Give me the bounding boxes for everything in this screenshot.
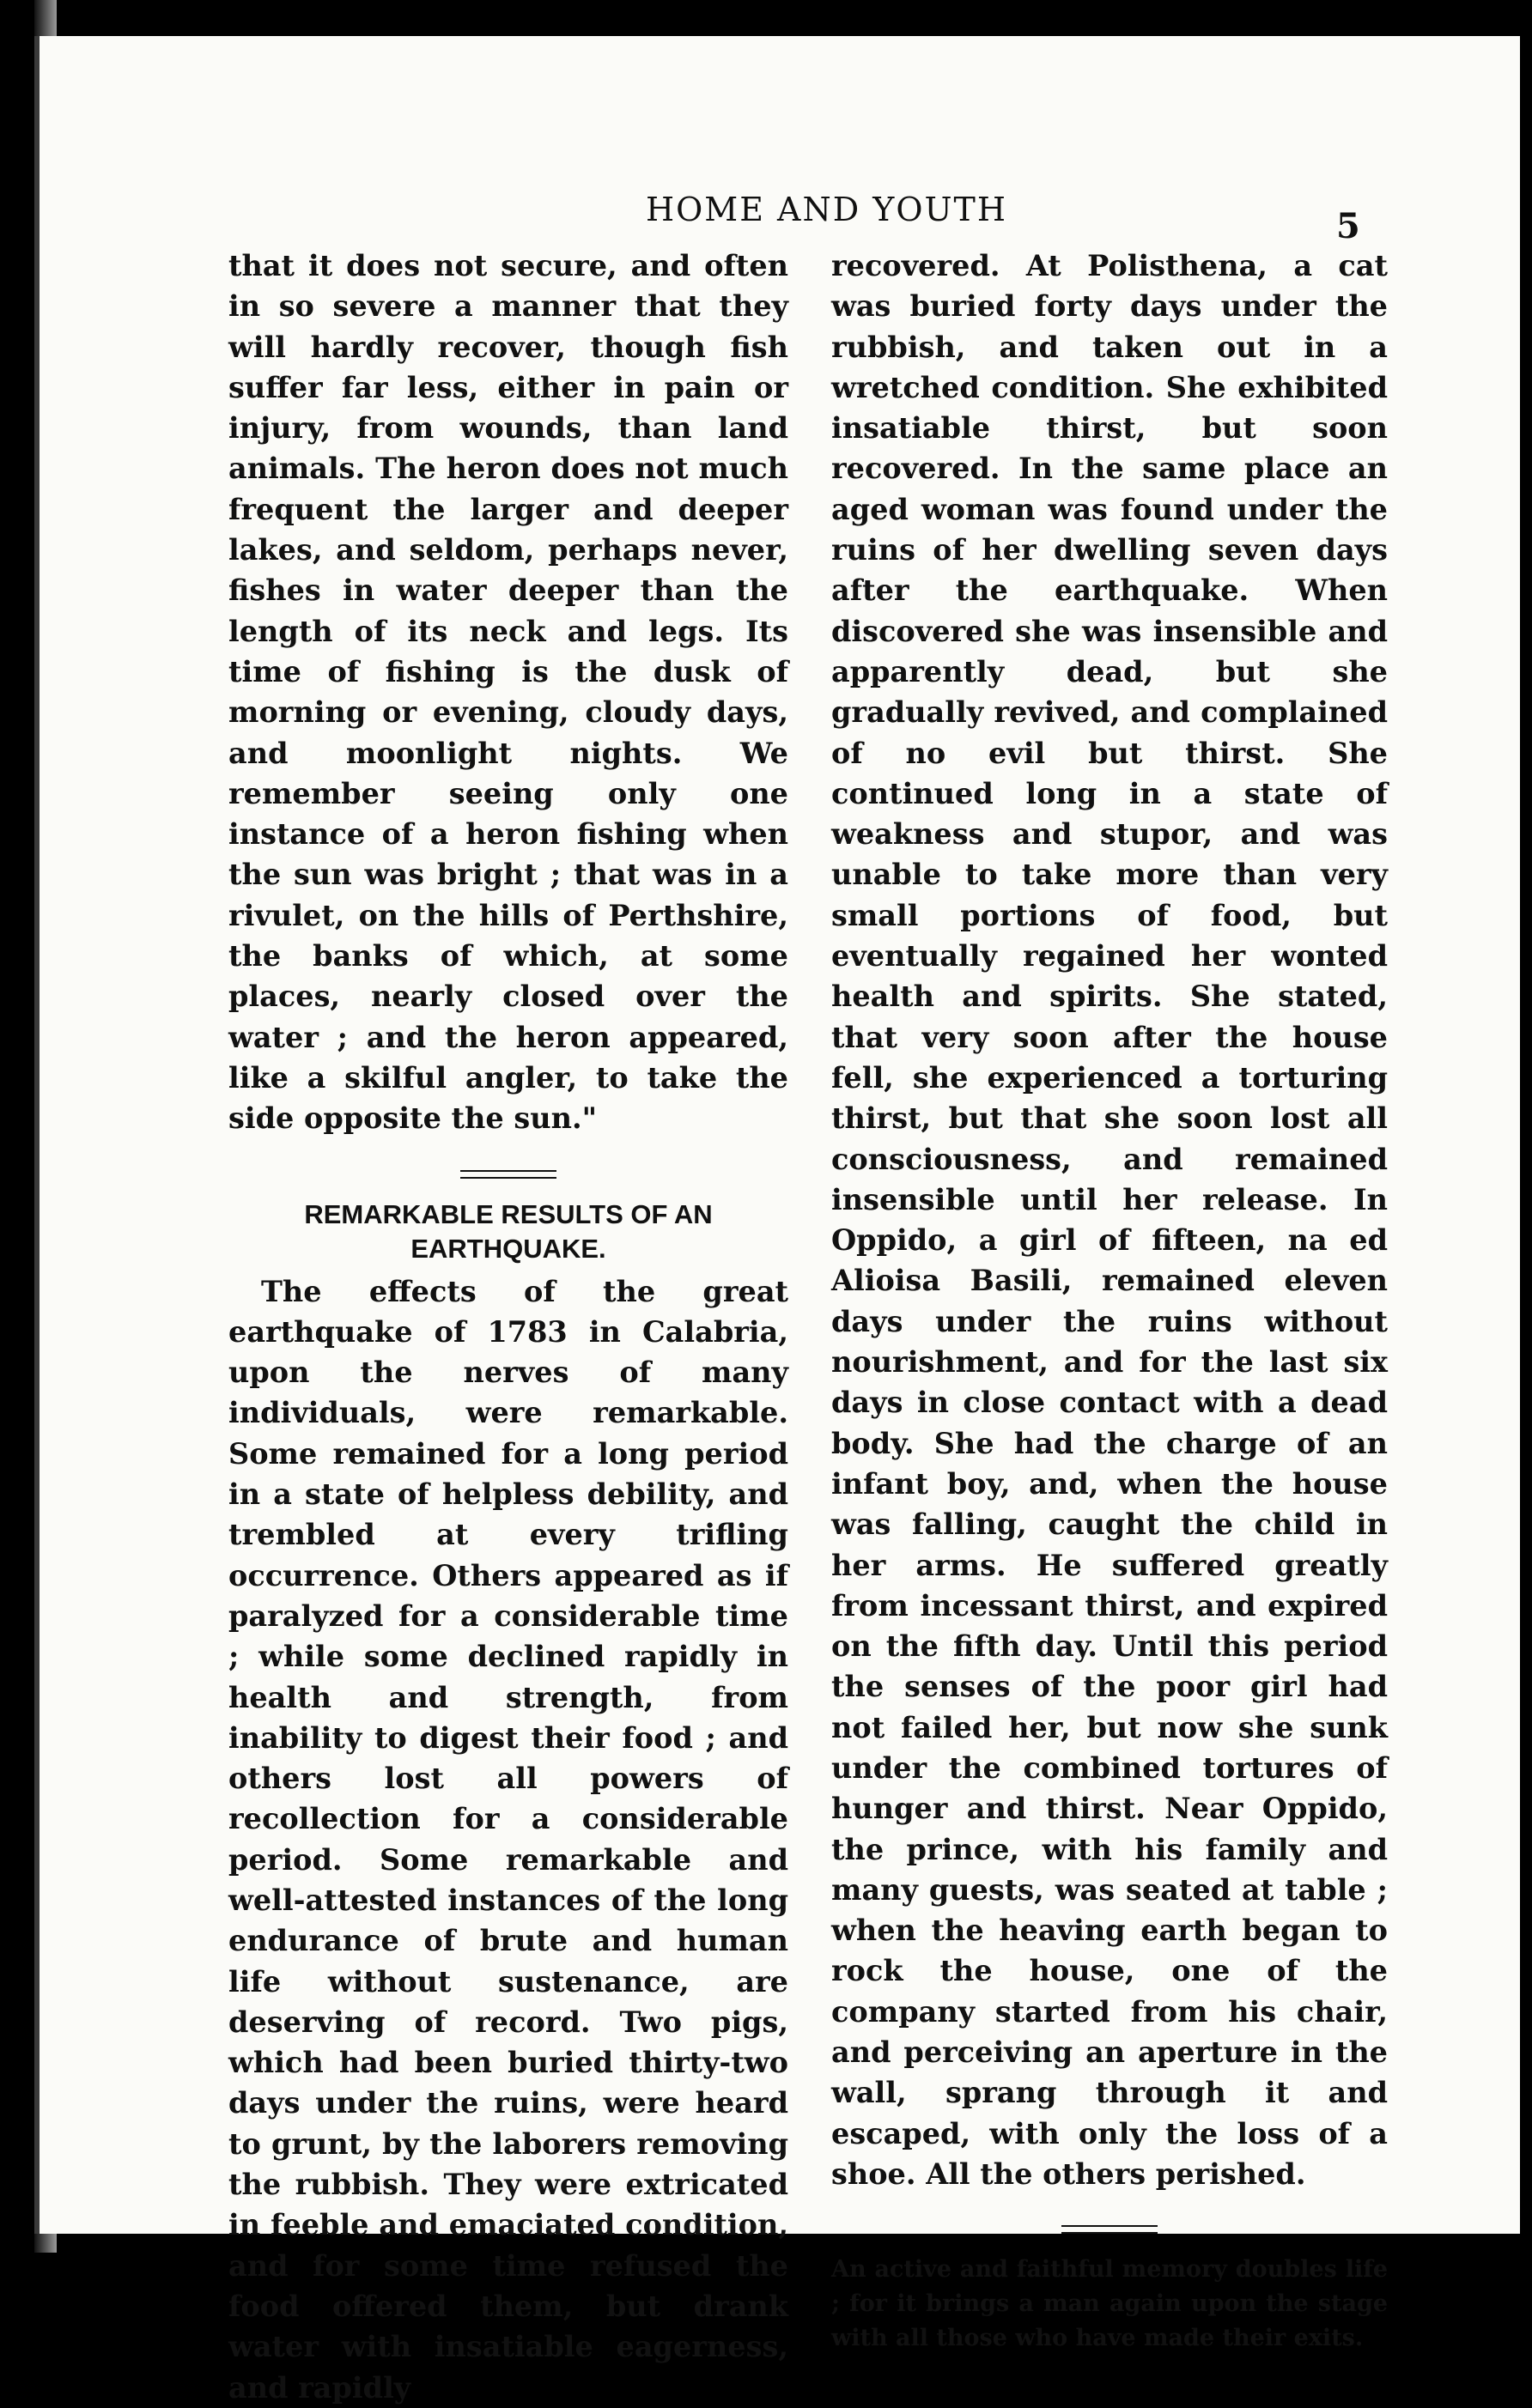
article-heading-line-2: EARTHQUAKE. [410, 1233, 606, 1264]
left-column [228, 246, 788, 2408]
heron-paragraph: that it does not secure, and often in so severe a manner that they will hardly recover, though fish suffer far less, either in pain or injury, from wounds, than land animals. The heron does not much frequent the larger and deeper lakes, and seldom, perhaps never, fishes in water deeper than the length of its neck and legs. Its time of fishing is the dusk of morning or evening, cloudy days, and moonlight nights. We remember seeing only one instance of a heron fishing when the sun was bright ; that was in a rivulet, on the hills of Perthshire, the banks of which, at some places, nearly closed over the water ; and the heron appeared, like a skilful angler, to take the side opposite the sun." [228, 249, 788, 1136]
right-column [831, 246, 1388, 2356]
section-divider-right [1061, 2225, 1158, 2234]
article-heading [228, 1198, 788, 1266]
page-number: 5 [1336, 206, 1360, 246]
memory-quote: An active and faithful memory doubles life ; for it brings a man again upon the stage with all those who have made their exits. [831, 2256, 1388, 2352]
earthquake-article-continued: recovered. At Polisthena, a cat was buried forty days under the rubbish, and taken out in a wretched condition. She exhibited insatiable thirst, but soon recovered. In the same place an aged woman was found under the ruins of her dwelling seven days after the earthquake. When discovered she was insensible and apparently dead, but she gradually revived, and complained of no evil but thirst. She continued long in a state of weakness and stupor, and was unable to take more than very small portions of food, but eventually regained her wonted health and spirits. She stated, that very soon after the house fell, she experienced a torturing thirst, but that she soon lost all consciousness, and remained insensible until her release. In Oppido, a girl of fifteen, na ed Alioisa Basili, remained eleven days under the ruins without nourishment, and for the last six days in close contact with a dead body. She had the charge of an infant boy, and, when the house was falling, caught the child in her arms. He suffered greatly from incessant thirst, and expired on the fifth day. Until this period the senses of the poor girl had not failed her, but now she sunk under the combined tortures of hunger and thirst. Near Oppido, the prince, with his family and many guests, was seated at table ; when the heaving earth began to rock the house, one of the company started from his chair, and perceiving an aperture in the wall, sprang through it and escaped, with only the loss of a shoe. All the others perished. [831, 249, 1388, 2191]
earthquake-article-body: The effects of the great earthquake of 1783 in Calabria, upon the nerves of many individuals, were remarkable. Some remained for a long period in a state of helpless debility, and trembled at every trifling occurrence. Others appeared as if paralyzed for a considerable time ; while some declined rapidly in health and strength, from inability to digest their food ; and others lost all powers of recollection for a considerable period. Some remarkable and well-attested instances of the long endurance of brute and human life without sustenance, are deserving of record. Two pigs, which had been buried thirty-two days under the ruins, were heard to grunt, by the laborers removing the rubbish. They were extricated in feeble and emaciated condition, and for some time refused the food offered them, but drank water with insatiable eagerness, and rapidly [228, 1274, 788, 2405]
article-heading-line-1: REMARKABLE RESULTS OF AN [304, 1198, 713, 1229]
running-head: HOME AND YOUTH [646, 191, 1008, 228]
section-divider [460, 1170, 556, 1179]
